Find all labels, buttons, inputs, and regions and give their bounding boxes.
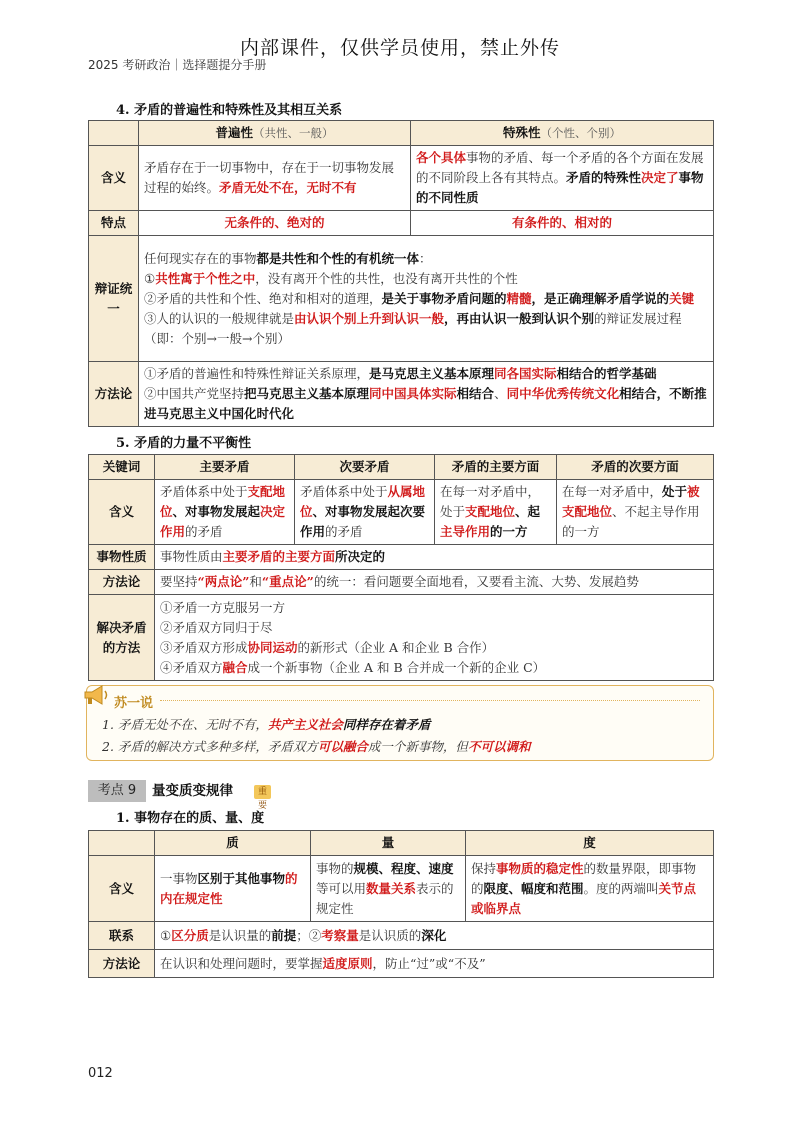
callout-line-1: 1. 矛盾无处不在、无时不有，共产主义社会同样存在着矛盾 xyxy=(102,717,431,732)
resolve-line-3: ③矛盾双方形成协同运动的新形式（企业 A 和企业 B 合作） xyxy=(160,639,495,655)
principal-contradiction-meaning: 矛盾体系中处于支配地位、对事物发展起决定作用的矛盾 xyxy=(155,480,295,545)
header-quality: 质 xyxy=(155,831,311,856)
dialectic-line-2: ①共性寓于个性之中，没有离开个性的共性，也没有离开共性的个性 xyxy=(144,270,518,286)
link-content: ①区分质是认识量的前提；②考察量是认识质的深化 xyxy=(155,922,714,950)
header-secondary-contradiction: 次要矛盾 xyxy=(295,455,435,480)
resolve-line-2: ②矛盾双方同归于尽 xyxy=(160,619,273,635)
dialectic-line-1: 任何现实存在的事物都是共性和个性的有机统一体： xyxy=(144,250,432,266)
header-keyword: 关键词 xyxy=(89,455,155,480)
dialectic-line-4: ③人的认识的一般规律就是由认识个别上升到认识一般，再由认识一般到认识个别的辩证发展过程（即：个别→一般→个别） xyxy=(144,310,682,346)
row-label-methodology: 方法论 xyxy=(89,950,155,978)
methodology-line-2: ②中国共产党坚持把马克思主义基本原理同中国具体实际相结合、同中华优秀传统文化相结合，不断推进马克思主义中国化时代化 xyxy=(144,386,707,421)
universality-feature: 无条件的、绝对的 xyxy=(139,211,411,236)
row-label-meaning: 含义 xyxy=(89,480,155,545)
callout-divider xyxy=(160,700,700,701)
row-label-meaning: 含义 xyxy=(89,146,139,211)
callout-line-2: 2. 矛盾的解决方式多种多样，矛盾双方可以融合成一个新事物，但不可以调和 xyxy=(102,739,531,754)
callout-title: 苏一说 xyxy=(114,696,154,711)
resolve-line-4: ④矛盾双方融合成一个新事物（企业 A 和 B 合并成一个新的企业 C） xyxy=(160,659,546,675)
section-5-title: 5. 矛盾的力量不平衡性 xyxy=(116,436,252,451)
nature-content: 事物性质由主要矛盾的主要方面所决定的 xyxy=(155,545,714,570)
row-label-methodology: 方法论 xyxy=(89,362,139,427)
header-degree: 度 xyxy=(466,831,714,856)
dialectic-unity-content xyxy=(139,236,714,362)
quality-quantity-degree-table xyxy=(88,830,714,978)
row-label-nature: 事物性质 xyxy=(89,545,155,570)
particularity-feature: 有条件的、相对的 xyxy=(411,211,714,236)
row-label-meaning: 含义 xyxy=(89,856,155,922)
header-principal-aspect: 矛盾的主要方面 xyxy=(435,455,557,480)
secondary-contradiction-meaning: 矛盾体系中处于从属地位、对事物发展起次要作用的矛盾 xyxy=(295,480,435,545)
methodology-line-1: ①矛盾的普遍性和特殊性辩证关系原理，是马克思主义基本原理同各国实际相结合的哲学基础 xyxy=(144,366,657,381)
header-secondary-aspect: 矛盾的次要方面 xyxy=(557,455,714,480)
row-label-link: 联系 xyxy=(89,922,155,950)
megaphone-icon xyxy=(82,683,110,707)
corner-cell xyxy=(89,121,139,146)
page-number: 012 xyxy=(88,1066,113,1081)
corner-cell xyxy=(89,831,155,856)
row-label-dialectic: 辩证统一 xyxy=(89,236,139,362)
resolve-content xyxy=(155,595,714,681)
degree-meaning: 保持事物质的稳定性的数量界限，即事物的限度、幅度和范围。度的两端叫关节点或临界点 xyxy=(466,856,714,922)
running-header: 2025 考研政治｜选择题提分手册 xyxy=(88,58,267,72)
col-particularity-header: 特殊性（个性、个别） xyxy=(411,121,714,146)
topic-label: 考点 9 xyxy=(88,780,146,802)
col-universality-header: 普遍性（共性、一般） xyxy=(139,121,411,146)
principal-aspect-meaning: 在每一对矛盾中，处于支配地位、起主导作用的一方 xyxy=(435,480,557,545)
header-quantity: 量 xyxy=(311,831,466,856)
secondary-aspect-meaning: 在每一对矛盾中，处于被支配地位、不起主导作用的一方 xyxy=(557,480,714,545)
quantity-meaning: 事物的规模、程度、速度等可以用数量关系表示的规定性 xyxy=(311,856,466,922)
particularity-meaning: 各个具体事物的矛盾、每一个矛盾的各个方面在发展的不同阶段上各有其特点。矛盾的特殊性决定了事物的不同性质 xyxy=(411,146,714,211)
resolve-line-1: ①矛盾一方克服另一方 xyxy=(160,599,286,615)
row-label-methodology: 方法论 xyxy=(89,570,155,595)
section-4-title: 4. 矛盾的普遍性和特殊性及其相互关系 xyxy=(116,103,343,118)
methodology-content: 在认识和处理问题时，要掌握适度原则，防止“过”或“不及” xyxy=(155,950,714,978)
topic-title: 量变质变规律 xyxy=(152,783,233,799)
dialectic-line-3: ②矛盾的共性和个性、绝对和相对的道理，是关于事物矛盾问题的精髓，是正确理解矛盾学说的关键 xyxy=(144,290,695,306)
header-principal-contradiction: 主要矛盾 xyxy=(155,455,295,480)
row-label-resolve: 解决矛盾的方法 xyxy=(89,595,155,681)
methodology-content: 要坚持“两点论”和“重点论”的统一：看问题要全面地看，又要看主流、大势、发展趋势 xyxy=(155,570,714,595)
watermark-text: 内部课件，仅供学员使用，禁止外传 xyxy=(239,37,560,59)
importance-badge: 重要 xyxy=(254,785,271,799)
imbalance-table xyxy=(88,454,714,681)
universality-meaning: 矛盾存在于一切事物中，存在于一切事物发展过程的始终。矛盾无处不在，无时不有 xyxy=(139,146,411,211)
quality-meaning: 一事物区别于其他事物的内在规定性 xyxy=(155,856,311,922)
methodology-content xyxy=(139,362,714,427)
topic-9-subtitle: 1. 事物存在的质、量、度 xyxy=(116,811,265,826)
row-label-feature: 特点 xyxy=(89,211,139,236)
universality-particularity-table xyxy=(88,120,714,427)
